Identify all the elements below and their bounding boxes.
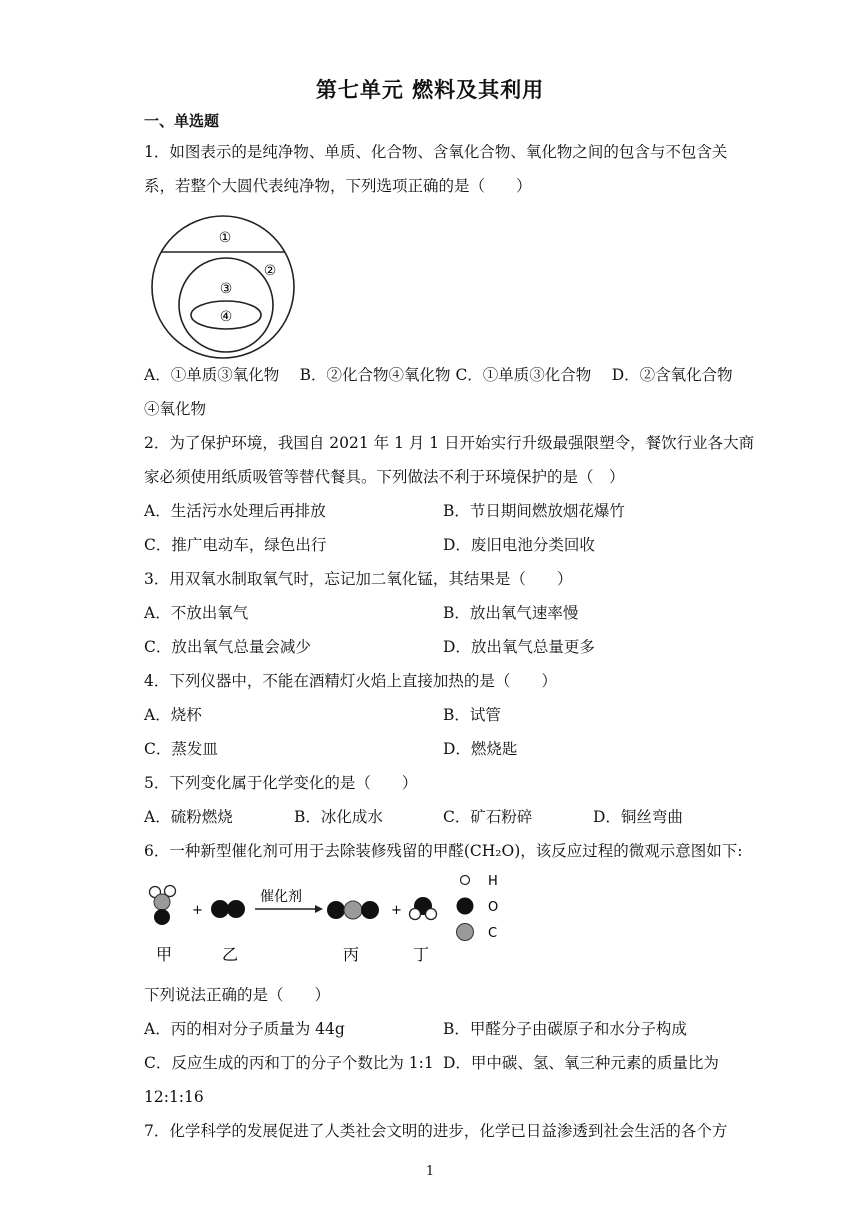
q6-stem: 6．一种新型催化剂可用于去除装修残留的甲醛(CH₂O)，该反应过程的微观示意图如下: (144, 842, 743, 860)
q4-option-a: A．烧杯 (144, 706, 202, 724)
legend-o: O (488, 900, 499, 915)
q6-option-d: D．甲中碳、氢、氧三种元素的质量比为 (443, 1054, 719, 1072)
atom-legend (457, 874, 499, 941)
q3-option-d: D．放出氧气总量更多 (443, 638, 595, 656)
q4-stem: 4．下列仪器中，不能在酒精灯火焰上直接加热的是（ ） (144, 672, 557, 690)
q4-option-b: B．试管 (443, 706, 501, 724)
q4-option-d: D．燃烧匙 (443, 740, 518, 758)
label-jia: 甲 (155, 945, 173, 964)
page-title: 第七单元 燃料及其利用 (315, 77, 545, 102)
q3-option-b: B．放出氧气速率慢 (443, 604, 579, 622)
q3-option-a: A．不放出氧气 (144, 604, 249, 622)
q5-option-b: B．冰化成水 (294, 808, 383, 826)
q6-reaction-diagram (140, 868, 520, 968)
plus-sign-2: + (391, 903, 402, 918)
compound-circle (179, 258, 273, 352)
q2-option-d: D．废旧电池分类回收 (443, 536, 595, 554)
q6-option-b: B．甲醛分子由碳原子和水分子构成 (443, 1020, 687, 1038)
q1-stem-line2: 系，若整个大圆代表纯净物，下列选项正确的是（ ） (144, 177, 532, 195)
q4-option-c: C．蒸发皿 (144, 740, 218, 758)
label-3: ③ (219, 281, 233, 297)
q5-option-c: C．矿石粉碎 (443, 808, 533, 826)
page-number: 1 (425, 1164, 435, 1179)
q1-stem-line1: 1．如图表示的是纯净物、单质、化合物、含氧化合物、氧化物之间的包含与不包含关 (144, 143, 728, 161)
molecule-yi (211, 900, 245, 918)
molecule-bing (327, 901, 379, 919)
q7-stem: 7．化学科学的发展促进了人类社会文明的进步，化学已日益渗透到社会生活的各个方 (144, 1122, 728, 1140)
q2-stem-line1: 2．为了保护环境，我国自 2021 年 1 月 1 日开始实行升级最强限塑令，餐饮行业各大商 (144, 434, 755, 452)
catalyst-label: 催化剂 (260, 889, 302, 905)
q2-option-a: A．生活污水处理后再排放 (144, 502, 326, 520)
q1-options-line2: ④氧化物 (144, 400, 207, 418)
label-bing: 丙 (342, 945, 360, 964)
label-2: ② (263, 263, 277, 279)
label-4: ④ (219, 309, 233, 325)
q2-stem-line2: 家必须使用纸质吸管等替代餐具。下列做法不利于环境保护的是（ ） (144, 468, 625, 486)
q3-option-c: C．放出氧气总量会减少 (144, 638, 311, 656)
q6-option-c: C．反应生成的丙和丁的分子个数比为 1:1 (144, 1054, 434, 1072)
q1-set-diagram (148, 212, 298, 362)
q2-option-c: C．推广电动车，绿色出行 (144, 536, 327, 554)
q6-prompt: 下列说法正确的是（ ） (144, 986, 331, 1004)
legend-h: H (488, 874, 498, 889)
plus-sign: + (192, 903, 203, 918)
label-1: ① (218, 230, 232, 246)
q5-stem: 5．下列变化属于化学变化的是（ ） (144, 774, 418, 792)
q5-option-a: A．硫粉燃烧 (144, 808, 233, 826)
q5-option-d: D．铜丝弯曲 (593, 808, 683, 826)
q3-stem: 3．用双氧水制取氧气时，忘记加二氧化锰，其结果是（ ） (144, 570, 573, 588)
molecule-ding (410, 897, 437, 920)
molecule-jia (150, 886, 176, 926)
q1-options-line1: A．①单质③氧化物 B．②化合物④氧化物 C．①单质③化合物 D．②含氧化合物 (144, 366, 733, 384)
label-ding: 丁 (412, 945, 430, 964)
q6-option-a: A．丙的相对分子质量为 44g (144, 1020, 345, 1038)
section-heading: 一、单选题 (144, 112, 220, 130)
label-yi: 乙 (221, 945, 239, 964)
q2-option-b: B．节日期间燃放烟花爆竹 (443, 502, 625, 520)
q6-option-d-cont: 12:1:16 (144, 1088, 204, 1106)
legend-c: C (488, 926, 498, 941)
